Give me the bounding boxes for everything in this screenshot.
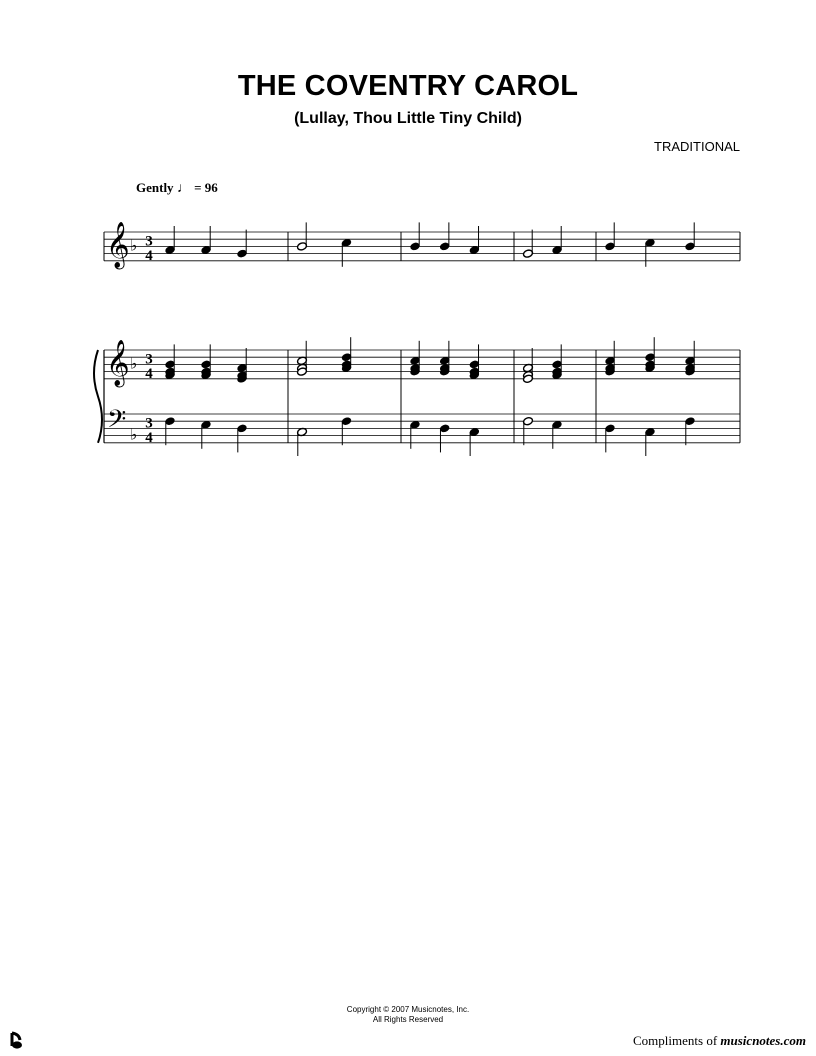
page-subtitle: (Lullay, Thou Little Tiny Child) xyxy=(294,110,522,127)
time-signature-bottom: 4 xyxy=(145,430,153,447)
treble-clef-icon: 𝄞 xyxy=(106,221,130,267)
grand-staff-brace xyxy=(94,350,102,443)
key-flat-icon: ♭ xyxy=(130,356,138,373)
time-signature-bottom: 4 xyxy=(145,366,153,383)
musicnotes-logo-icon xyxy=(8,1030,26,1050)
treble-clef-icon: 𝄞 xyxy=(106,339,130,385)
key-flat-icon: ♭ xyxy=(130,427,138,444)
footer-prefix: Compliments of xyxy=(633,1033,721,1048)
melody-staff xyxy=(104,232,740,261)
footer-compliments xyxy=(633,1033,806,1049)
copyright-notice xyxy=(0,1005,816,1025)
page-title: THE COVENTRY CAROL xyxy=(237,70,579,102)
copyright-line: Copyright © 2007 Musicnotes, Inc. xyxy=(346,1005,470,1014)
time-signature-top: 3 xyxy=(145,351,153,368)
composer-credit: TRADITIONAL xyxy=(654,139,740,154)
footer-site-link[interactable]: musicnotes.com xyxy=(720,1033,806,1048)
piano-treble-staff xyxy=(104,350,740,379)
time-signature-top: 3 xyxy=(145,233,153,250)
bass-clef-icon: 𝄢 xyxy=(107,406,127,439)
piano-bass-staff xyxy=(104,414,740,443)
tempo-word: Gently xyxy=(136,180,174,195)
rights-line: All Rights Reserved xyxy=(372,1015,444,1024)
tempo-bpm: = 96 xyxy=(194,180,218,195)
time-signature-bottom: 4 xyxy=(145,248,153,265)
time-signature-top: 3 xyxy=(145,415,153,432)
quarter-note-icon: ♩ xyxy=(176,181,191,196)
key-flat-icon: ♭ xyxy=(130,238,138,255)
